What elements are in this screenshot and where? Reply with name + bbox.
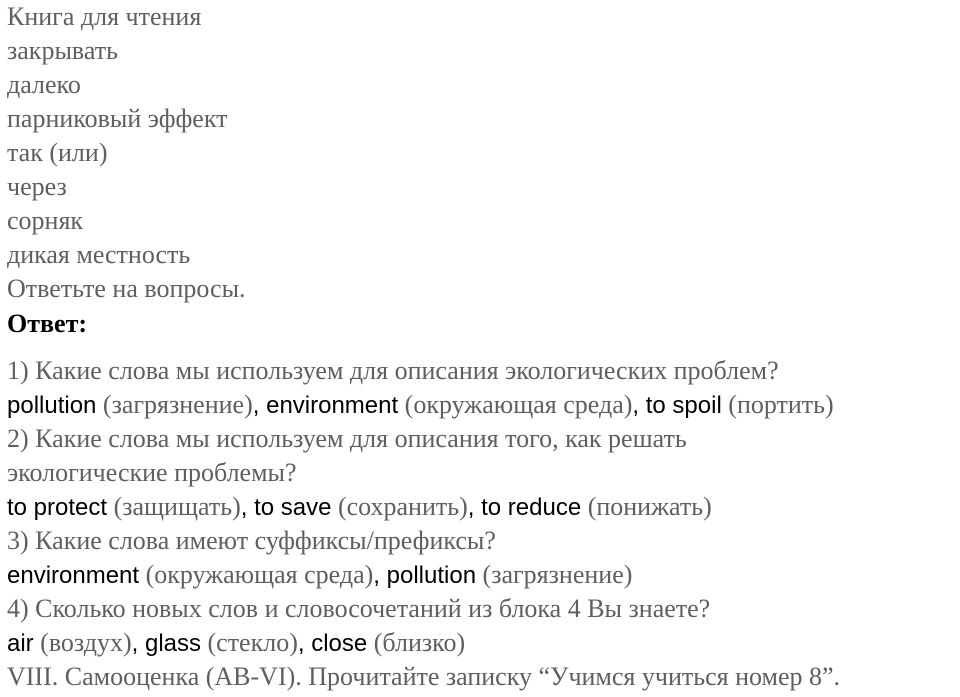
answer-1 <box>7 388 834 423</box>
separator: , <box>632 392 646 419</box>
answer-word-ru: (воздух) <box>33 628 132 657</box>
question-3: 3) Какие слова имеют суффиксы/префиксы? <box>7 526 496 555</box>
answer-word-en: environment <box>266 392 399 419</box>
vocab-item: дикая местность <box>7 240 191 269</box>
answer-word-en: pollution <box>7 392 97 419</box>
answer-heading: Ответ: <box>7 309 88 338</box>
vocab-item: через <box>7 172 67 201</box>
answer-word-ru: (загрязнение) <box>476 560 633 589</box>
vocab-item: Книга для чтения <box>7 2 202 31</box>
section-footer: VIII. Самооценка (AB-VI). Прочитайте записку “Учимся учиться номер 8”. <box>7 662 841 691</box>
separator: , <box>252 392 267 419</box>
answer-word-en: glass <box>144 630 201 657</box>
answer-word-ru: (загрязнение) <box>96 390 253 419</box>
vocab-item: так (или) <box>7 138 108 167</box>
answer-word-en: to save <box>254 494 332 521</box>
answer-word-ru: (близко) <box>367 628 466 657</box>
separator: , <box>297 630 312 657</box>
answer-word-en: to reduce <box>481 494 582 521</box>
separator: , <box>373 562 387 589</box>
vocab-item: парниковый эффект <box>7 104 228 133</box>
answer-word-ru: (окружающая среда) <box>139 560 374 589</box>
answer-word-ru: (стекло) <box>201 628 298 657</box>
answer-word-ru: (окружающая среда) <box>398 390 633 419</box>
separator: , <box>467 494 482 521</box>
answer-3 <box>7 558 632 593</box>
question-1: 1) Какие слова мы используем для описания экологических проблем? <box>7 356 779 385</box>
answer-word-ru: (защищать) <box>107 492 241 521</box>
vocab-item: далеко <box>7 70 81 99</box>
answer-word-ru: (понижать) <box>581 492 712 521</box>
vocab-item: сорняк <box>7 206 84 235</box>
answer-word-en: to spoil <box>645 392 722 419</box>
answer-word-ru: (сохранить) <box>331 492 468 521</box>
instruction-text: Ответьте на вопросы. <box>7 274 246 303</box>
vocab-item: закрывать <box>7 36 118 65</box>
separator: , <box>240 494 255 521</box>
answer-word-en: pollution <box>386 562 477 589</box>
answer-word-en: to protect <box>7 494 108 521</box>
answer-2 <box>7 490 712 525</box>
question-2-cont: экологические проблемы? <box>7 458 297 487</box>
answer-word-ru: (портить) <box>721 390 834 419</box>
question-2: 2) Какие слова мы используем для описания того, как решать <box>7 424 687 453</box>
separator: , <box>131 630 145 657</box>
answer-word-en: environment <box>7 562 140 589</box>
answer-4 <box>7 626 465 661</box>
answer-word-en: air <box>7 630 34 657</box>
answer-word-en: close <box>311 630 368 657</box>
question-4: 4) Сколько новых слов и словосочетаний из блока 4 Вы знаете? <box>7 594 711 623</box>
